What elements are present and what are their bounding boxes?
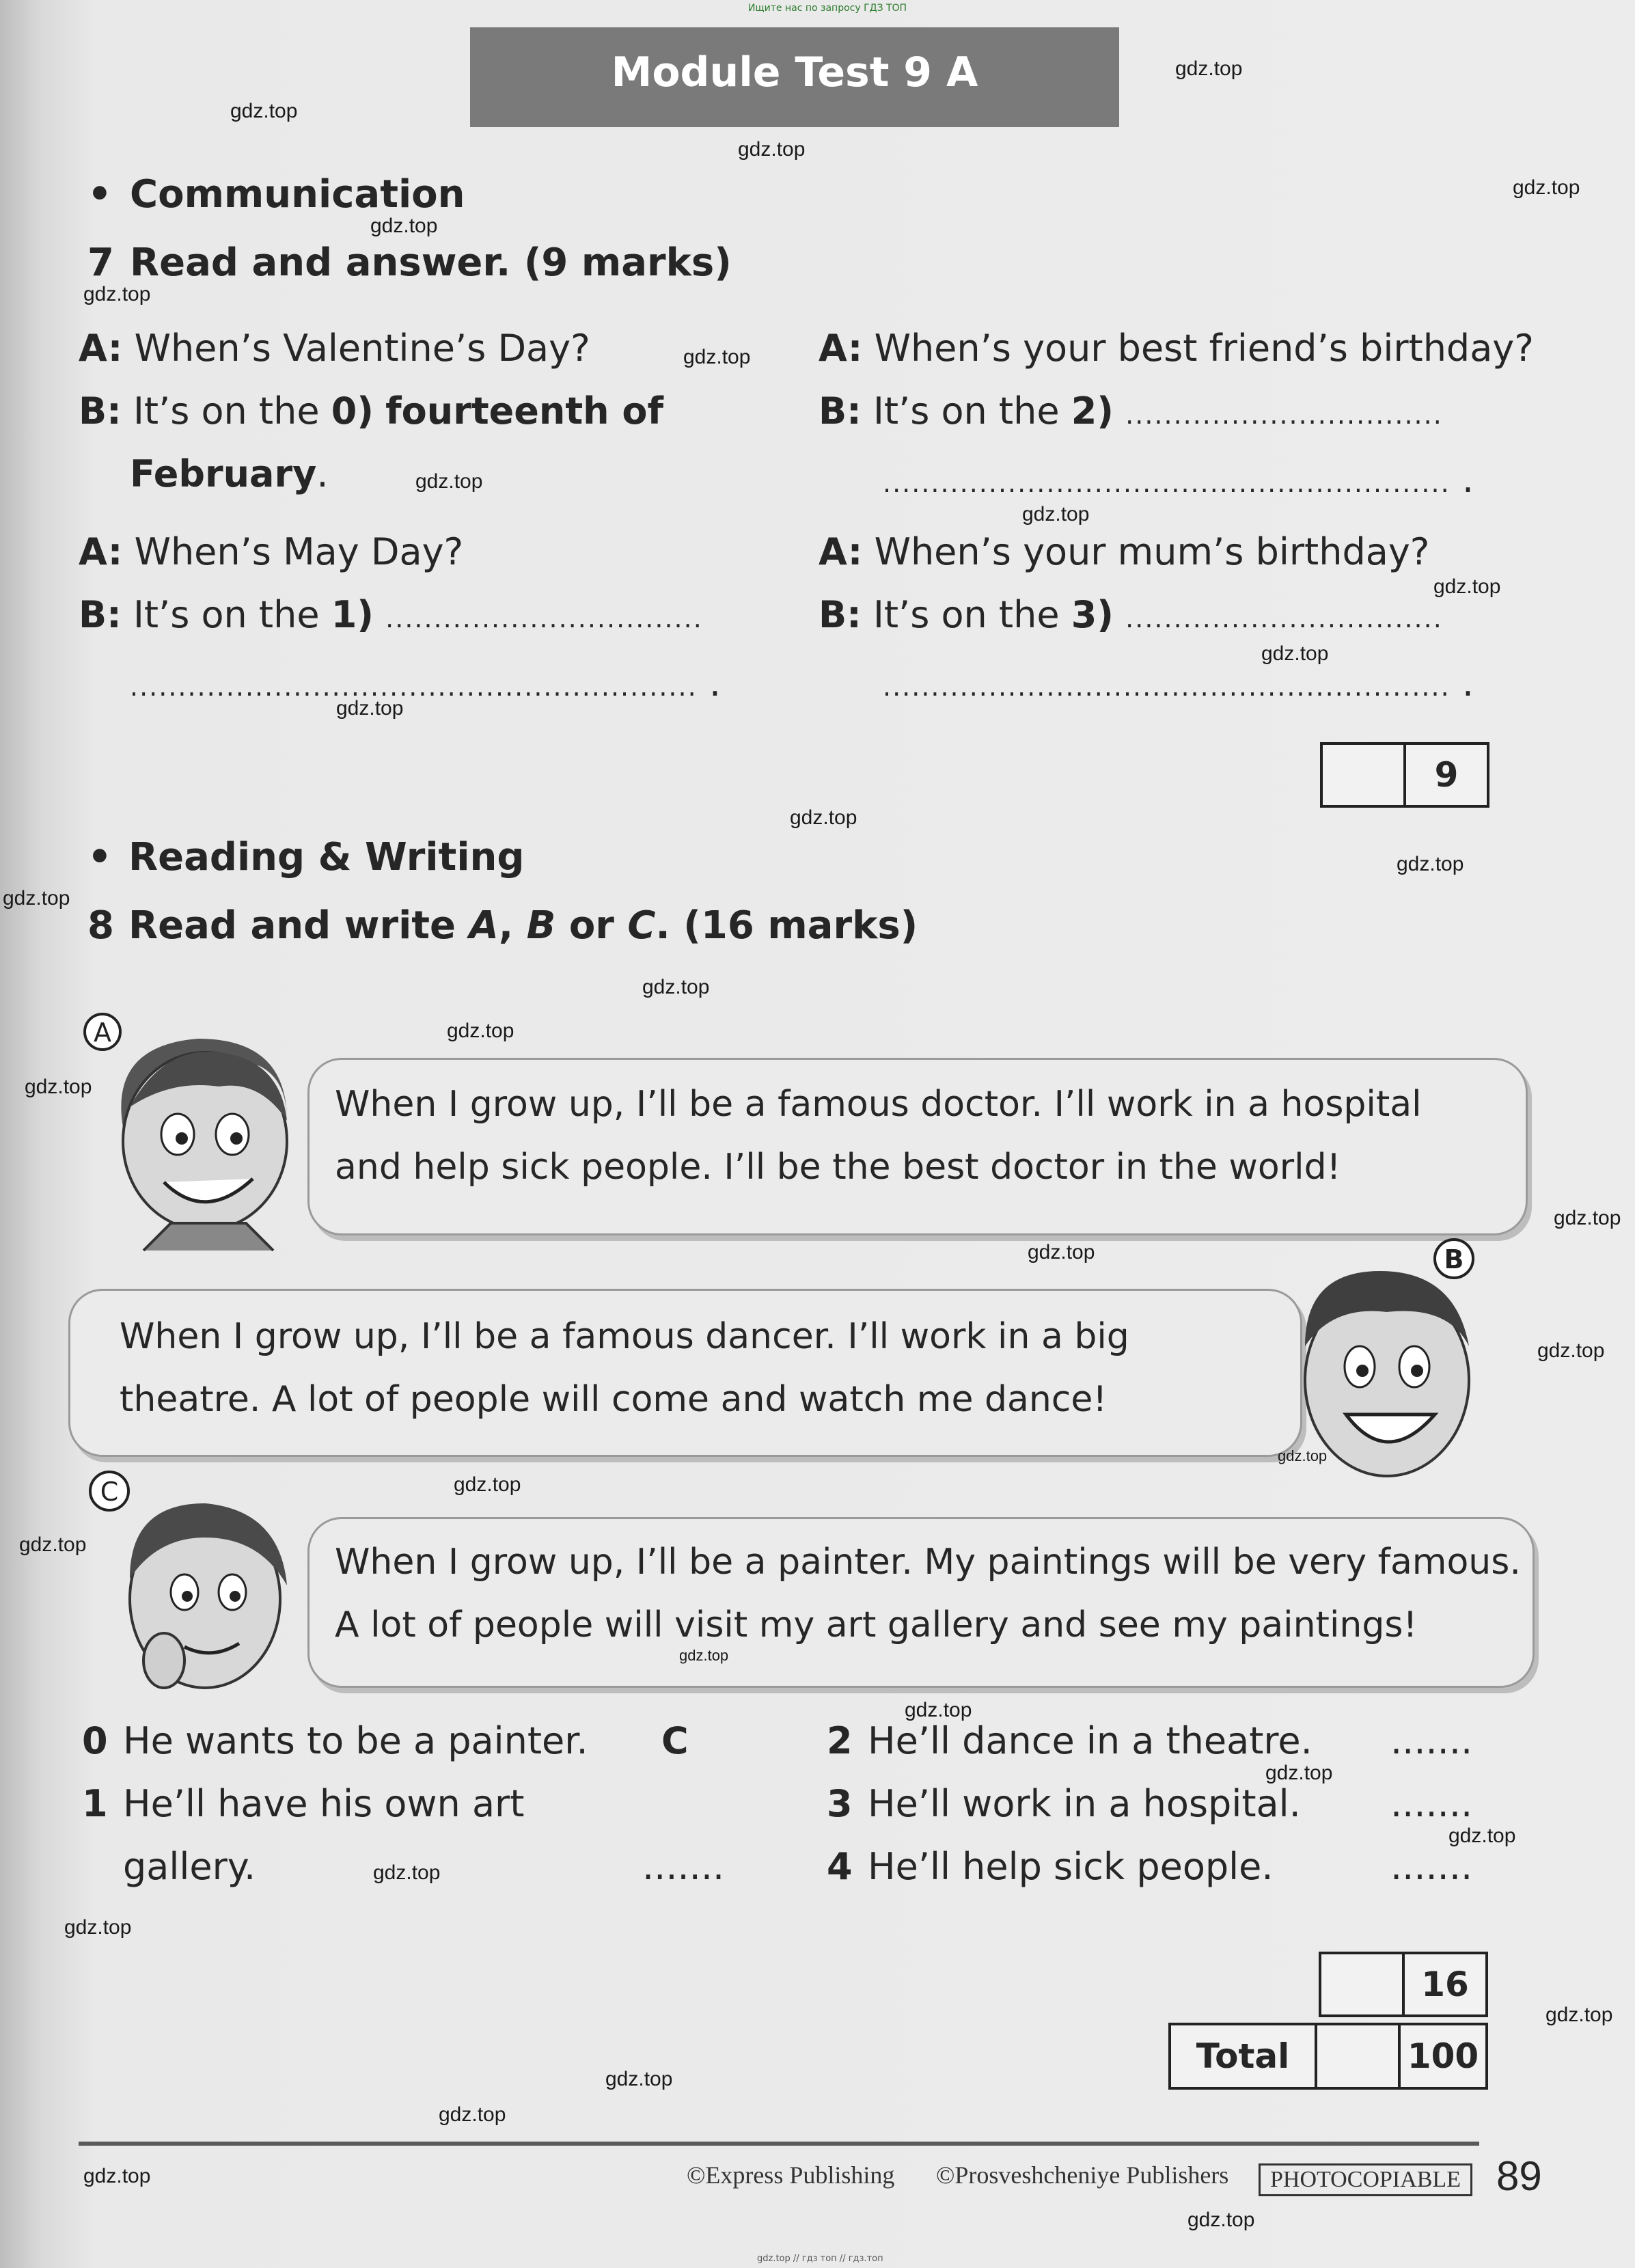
item-text: He’ll dance in a theatre. <box>868 1719 1313 1762</box>
task-marks: . (16 marks) <box>655 903 918 948</box>
total-score-input[interactable] <box>1317 2025 1401 2087</box>
boy-a-illustration <box>82 1005 328 1264</box>
boy-c-illustration <box>82 1462 314 1722</box>
dialogue-text: When’s your mum’s birthday? <box>874 530 1430 573</box>
watermark: gdz.top <box>790 806 857 829</box>
bullet: • <box>87 835 112 879</box>
watermark: gdz.top <box>738 138 806 161</box>
item-number: 0) <box>331 390 374 433</box>
dialogue-line <box>819 327 1534 370</box>
answer-blank-item-1[interactable]: ....... <box>642 1845 725 1888</box>
svg-text:B: B <box>1444 1244 1464 1274</box>
period: . <box>709 661 722 705</box>
section-heading-communication: Communication <box>130 172 465 217</box>
bubble-c-text <box>335 1531 1521 1656</box>
watermark: gdz.top <box>454 1473 521 1496</box>
watermark: gdz.top <box>230 100 298 122</box>
answer-blank-1[interactable]: ................................. <box>385 603 703 633</box>
speaker-label: A: <box>79 327 123 370</box>
answer-blank-item-2[interactable]: ....... <box>1390 1719 1473 1762</box>
watermark: gdz.top <box>1265 1762 1333 1784</box>
dialogue-line <box>819 530 1429 573</box>
example-answer: fourteenth of <box>385 390 663 433</box>
watermark: gdz.top <box>447 1020 514 1042</box>
task-number-8: 8 <box>87 903 114 948</box>
item-number: 0 <box>82 1719 108 1762</box>
dialogue-text: When’s Valentine’s Day? <box>134 327 590 370</box>
watermark: gdz.top <box>83 2165 151 2187</box>
bubble-line: and help sick people. I’ll be the best doctor in the world! <box>335 1147 1341 1188</box>
watermark: gdz.top <box>1175 57 1243 80</box>
score-input[interactable] <box>1321 1954 1405 2014</box>
score-input[interactable] <box>1323 745 1406 805</box>
dialogue-line <box>79 530 463 573</box>
watermark: gdz.top <box>373 1861 441 1884</box>
list-item <box>82 1782 524 1825</box>
bubble-b-text <box>120 1305 1129 1431</box>
speaker-label: B: <box>79 390 122 433</box>
watermark: gdz.top <box>19 1533 87 1556</box>
watermark: gdz.top <box>1022 503 1090 525</box>
bubble-line: When I grow up, I’ll be a painter. My paintings will be very famous. <box>335 1542 1521 1583</box>
watermark: gdz.top <box>1448 1825 1516 1847</box>
bottom-note: gdz.top // гдз топ // гдз.топ <box>757 2254 883 2264</box>
dialogue-line <box>819 390 1443 433</box>
separator: , <box>498 903 527 948</box>
watermark: gdz.top <box>3 887 70 910</box>
watermark: gdz.top <box>1261 642 1329 665</box>
dialogue-line <box>79 390 663 433</box>
watermark: gdz.top <box>642 976 710 998</box>
score-box-task-8 <box>1319 1952 1488 2017</box>
list-item <box>827 1782 1301 1825</box>
dialogue-line <box>79 593 703 636</box>
watermark: gdz.top <box>683 346 751 368</box>
page-number: 89 <box>1496 2153 1542 2199</box>
score-max: 16 <box>1421 1965 1469 2004</box>
publisher-prosveshcheniye: ©Prosveshcheniye Publishers <box>936 2161 1229 2189</box>
watermark: gdz.top <box>25 1076 92 1098</box>
watermark: gdz.top <box>1028 1241 1095 1263</box>
dialogue-line <box>819 593 1443 636</box>
dialogue-line <box>883 458 1474 501</box>
item-number: 2) <box>1071 390 1114 433</box>
example-answer: C <box>661 1719 689 1762</box>
top-note: Ищите нас по запросу ГДЗ ТОП <box>748 3 907 14</box>
watermark: gdz.top <box>679 1647 729 1664</box>
answer-blank-2-cont[interactable]: ........................................................... <box>883 468 1451 498</box>
total-max: 100 <box>1407 2036 1479 2076</box>
total-box <box>1168 2023 1488 2090</box>
answer-blank-3-cont[interactable]: ........................................................... <box>883 672 1451 702</box>
dialogue-text: When’s May Day? <box>134 530 464 573</box>
page-title: Module Test 9 A <box>470 27 1119 127</box>
bubble-line: When I grow up, I’ll be a famous doctor. I’ll work in a hospital <box>335 1084 1422 1125</box>
watermark: gdz.top <box>1545 2004 1613 2026</box>
dialogue-line <box>130 661 721 705</box>
watermark: gdz.top <box>1513 176 1580 199</box>
list-item <box>827 1719 1313 1762</box>
section-heading-reading-writing: Reading & Writing <box>128 835 525 879</box>
answer-blank-2[interactable]: ................................. <box>1125 400 1443 430</box>
list-item <box>82 1845 256 1888</box>
score-max: 9 <box>1434 755 1459 795</box>
dialogue-text: It’s on the <box>873 593 1060 636</box>
option-b: B <box>526 903 556 948</box>
dialogue-text: It’s on the <box>133 593 320 636</box>
task-7-instruction: Read and answer. (9 marks) <box>130 241 732 285</box>
watermark: gdz.top <box>439 2103 506 2126</box>
watermark: gdz.top <box>1554 1207 1621 1229</box>
answer-blank-1-cont[interactable]: ........................................................... <box>130 672 698 702</box>
item-text: He’ll help sick people. <box>868 1845 1274 1888</box>
item-number: 2 <box>827 1719 853 1762</box>
item-text: He’ll have his own art <box>123 1782 525 1825</box>
task-8-instruction <box>128 903 918 948</box>
item-number: 1 <box>82 1782 108 1825</box>
speaker-label: A: <box>819 327 863 370</box>
watermark: gdz.top <box>83 283 151 305</box>
dialogue-text: It’s on the <box>873 390 1060 433</box>
photocopiable-badge: PHOTOCOPIABLE <box>1259 2163 1472 2196</box>
option-a: A <box>469 903 499 948</box>
item-number: 1) <box>331 593 374 636</box>
bullet: • <box>87 172 112 217</box>
watermark: gdz.top <box>415 470 483 493</box>
item-text: He’ll work in a hospital. <box>868 1782 1301 1825</box>
period: . <box>1461 661 1474 705</box>
task-text: Read and write <box>128 903 469 948</box>
dialogue-line <box>883 661 1474 705</box>
speaker-label: A: <box>819 530 863 573</box>
bubble-line: A lot of people will visit my art gallery and see my paintings! <box>335 1604 1418 1645</box>
dialogue-line <box>79 327 590 370</box>
watermark: gdz.top <box>1278 1447 1328 1464</box>
item-number: 3) <box>1071 593 1114 636</box>
footer-divider <box>79 2142 1479 2146</box>
watermark: gdz.top <box>1433 575 1501 598</box>
option-c: C <box>627 903 656 948</box>
period: . <box>316 452 329 495</box>
watermark: gdz.top <box>1537 1339 1605 1362</box>
svg-text:A: A <box>94 1017 111 1048</box>
list-item <box>827 1845 1274 1888</box>
task-number-7: 7 <box>87 241 114 285</box>
dialogue-text: When’s your best friend’s birthday? <box>874 327 1534 370</box>
speaker-label: B: <box>819 593 862 636</box>
watermark: gdz.top <box>1187 2209 1255 2231</box>
watermark: gdz.top <box>370 215 438 237</box>
speaker-label: B: <box>819 390 862 433</box>
item-number: 3 <box>827 1782 853 1825</box>
bubble-line: When I grow up, I’ll be a famous dancer. I’ll work in a big <box>120 1316 1129 1357</box>
watermark: gdz.top <box>605 2068 673 2090</box>
answer-blank-item-4[interactable]: ....... <box>1390 1845 1473 1888</box>
svg-text:C: C <box>100 1477 119 1507</box>
bubble-a-text <box>335 1073 1422 1199</box>
bubble-line: theatre. A lot of people will come and watch me dance! <box>120 1379 1108 1420</box>
watermark: gdz.top <box>336 697 404 720</box>
item-text: gallery. <box>123 1845 256 1888</box>
list-item <box>82 1719 588 1762</box>
item-text: He wants to be a painter. <box>123 1719 588 1762</box>
or-text: or <box>555 903 628 948</box>
publisher-express: ©Express Publishing <box>687 2161 895 2189</box>
dialogue-text: It’s on the <box>133 390 320 433</box>
total-label: Total <box>1171 2025 1317 2087</box>
speaker-label: B: <box>79 593 122 636</box>
watermark: gdz.top <box>905 1699 972 1721</box>
example-answer: February <box>130 452 317 495</box>
answer-blank-item-3[interactable]: ....... <box>1390 1782 1473 1825</box>
score-box-task-7 <box>1320 742 1489 808</box>
dialogue-line <box>130 452 329 495</box>
item-number: 4 <box>827 1845 853 1888</box>
watermark: gdz.top <box>1397 853 1464 875</box>
watermark: gdz.top <box>64 1916 132 1939</box>
speaker-label: A: <box>79 530 123 573</box>
period: . <box>1461 458 1474 501</box>
answer-blank-3[interactable]: ................................. <box>1125 603 1443 633</box>
